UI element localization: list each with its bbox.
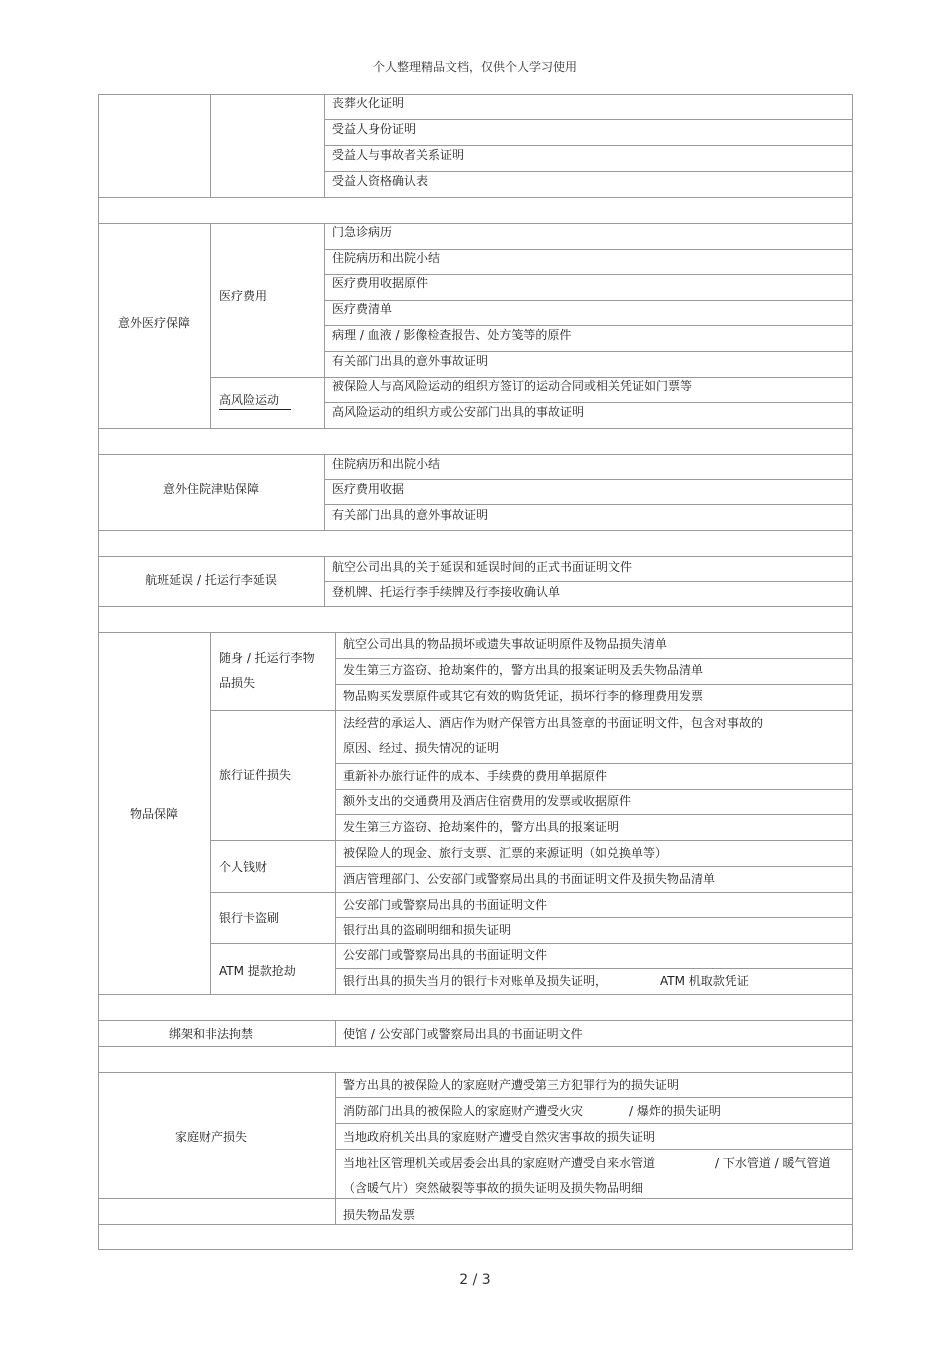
- item-community-pipe-loss-3: （含暖气片）突然破裂等事故的损失证明及损失物品明细: [343, 1181, 644, 1195]
- category-accident-medical: 意外医疗保障: [117, 316, 190, 330]
- item-purchase-invoice: 物品购买发票原件或其它有效的购货凭证，损坏行李的修理费用发票: [343, 689, 704, 703]
- subgroup-baggage-loss-line1: 随身 / 托运行李物: [219, 651, 315, 665]
- item-cash-source: 被保险人的现金、旅行支票、汇票的来源证明（如兑换单等）: [343, 846, 668, 860]
- page-header: 个人整理精品文档，仅供个人学习使用: [372, 60, 577, 74]
- item-atm-receipt: ATM 机取款凭证: [660, 974, 749, 988]
- item-funeral-cert: 丧葬火化证明: [332, 96, 405, 110]
- item-hotel-police-cert: 酒店管理部门、公安部门或警察局出具的书面证明文件及损失物品清单: [343, 872, 716, 886]
- subgroup-card-fraud: 银行卡盗刷: [219, 911, 280, 925]
- category-flight-delay: 航班延误 / 托运行李延误: [145, 573, 277, 587]
- item-police-cert-card: 公安部门或警察局出具的书面证明文件: [343, 898, 548, 912]
- item-inpatient-records: 住院病历和出院小结: [332, 251, 441, 265]
- item-carrier-cert-line2: 原因、经过、损失情况的证明: [343, 741, 500, 755]
- item-extra-travel-cost: 额外支出的交通费用及酒店住宿费用的发票或收据原件: [343, 794, 632, 808]
- page-number: 2 / 3: [459, 1272, 491, 1288]
- claims-document-table: [98, 94, 853, 1250]
- item-medical-bill-list: 医疗费清单: [332, 302, 393, 316]
- item-bank-fraud-detail: 银行出具的盗刷明细和损失证明: [343, 923, 512, 937]
- item-medical-receipts: 医疗费用收据原件: [332, 276, 429, 290]
- category-hospital-allowance: 意外住院津贴保障: [162, 482, 259, 496]
- item-boarding-pass: 登机牌、托运行李手续牌及行李接收确认单: [332, 585, 561, 599]
- item-embassy-cert: 使馆 / 公安部门或警察局出具的书面证明文件: [343, 1027, 583, 1041]
- item-airline-delay-cert: 航空公司出具的关于延误和延误时间的正式书面证明文件: [332, 560, 633, 574]
- item-carrier-cert-line1: 法经营的承运人、酒店作为财产保管方出具签章的书面证明文件，包含对事故的: [343, 716, 764, 730]
- item-reissue-cost: 重新补办旅行证件的成本、手续费的费用单据原件: [343, 769, 608, 783]
- item-sports-accident-cert: 高风险运动的组织方或公安部门出具的事故证明: [332, 405, 585, 419]
- item-bank-statement: 银行出具的损失当月的银行卡对账单及损失证明，: [343, 974, 608, 988]
- category-kidnapping: 绑架和非法拘禁: [168, 1027, 253, 1041]
- item-govt-disaster-loss: 当地政府机关出具的家庭财产遭受自然灾害事故的损失证明: [343, 1130, 656, 1144]
- item-beneficiary-id: 受益人身份证明: [332, 122, 417, 136]
- subgroup-medical-expenses: 医疗费用: [219, 289, 268, 303]
- item-theft-police-report: 发生第三方盗窃、抢劫案件的，警方出具的报案证明及丢失物品清单: [343, 663, 704, 677]
- item-accident-cert: 有关部门出具的意外事故证明: [332, 354, 489, 368]
- item-loss-invoice: 损失物品发票: [343, 1208, 416, 1222]
- subgroup-atm-robbery: ATM 提款抢劫: [219, 964, 296, 978]
- item-outpatient-records: 门急诊病历: [332, 225, 393, 239]
- category-property: 物品保障: [129, 807, 178, 821]
- item-beneficiary-form: 受益人资格确认表: [332, 174, 429, 188]
- item-airline-damage-cert: 航空公司出具的物品损坏或遗失事故证明原件及物品损失清单: [343, 637, 668, 651]
- subgroup-travel-documents: 旅行证件损失: [219, 768, 292, 782]
- item-police-crime-loss: 警方出具的被保险人的家庭财产遭受第三方犯罪行为的损失证明: [343, 1078, 680, 1092]
- item-medical-receipt: 医疗费用收据: [332, 482, 405, 496]
- item-fire-dept-loss: 消防部门出具的被保险人的家庭财产遭受火灾: [343, 1104, 584, 1118]
- item-inpatient-summary: 住院病历和出院小结: [332, 457, 441, 471]
- item-beneficiary-relation: 受益人与事故者关系证明: [332, 148, 465, 162]
- item-accident-certificate: 有关部门出具的意外事故证明: [332, 508, 489, 522]
- item-community-pipe-loss-2: / 下水管道 / 暖气管道: [715, 1156, 831, 1170]
- item-community-pipe-loss: 当地社区管理机关或居委会出具的家庭财产遭受自来水管道: [343, 1156, 656, 1170]
- category-household-loss: 家庭财产损失: [174, 1130, 247, 1144]
- subgroup-personal-money: 个人钱财: [219, 860, 268, 874]
- item-police-cert-atm: 公安部门或警察局出具的书面证明文件: [343, 948, 548, 962]
- item-theft-report: 发生第三方盗窃、抢劫案件的，警方出具的报案证明: [343, 820, 620, 834]
- item-pathology-reports: 病理 / 血液 / 影像检查报告、处方笺等的原件: [332, 328, 572, 342]
- item-sports-contract: 被保险人与高风险运动的组织方签订的运动合同或相关凭证如门票等: [332, 379, 693, 393]
- item-fire-dept-loss-2: / 爆炸的损失证明: [629, 1104, 721, 1118]
- subgroup-baggage-loss-line2: 品损失: [219, 676, 256, 690]
- subgroup-high-risk-sports: 高风险运动: [219, 393, 280, 407]
